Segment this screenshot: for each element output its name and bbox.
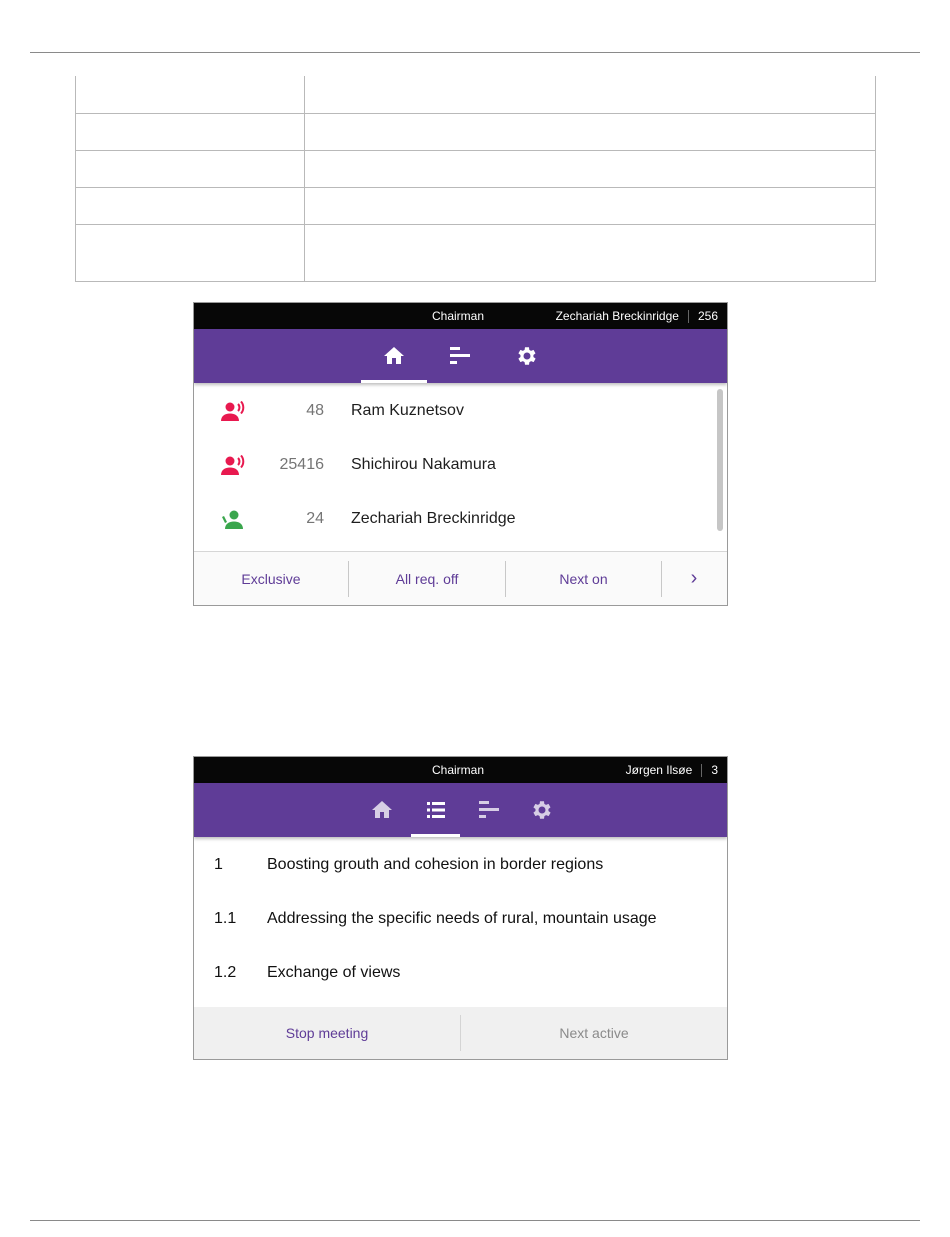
empty-table [75, 76, 876, 282]
status-separator [688, 310, 689, 323]
user-name: Jørgen Ilsøe [625, 763, 693, 777]
status-bar [194, 303, 727, 329]
delegate-name: Shichirou Nakamura [351, 456, 496, 473]
agenda-title: Exchange of views [267, 964, 401, 981]
seat-number: 3 [711, 763, 718, 777]
table-cell [76, 187, 305, 224]
delegate-name: Zechariah Breckinridge [351, 510, 516, 527]
agenda-item[interactable] [194, 837, 727, 891]
speaking-icon [221, 509, 247, 531]
request-to-speak-icon [221, 401, 247, 423]
home-icon[interactable] [370, 798, 394, 822]
active-tab-indicator [361, 380, 427, 383]
exclusive-button[interactable]: Exclusive [241, 570, 301, 587]
list-item[interactable] [194, 493, 707, 547]
stop-meeting-button[interactable]: Stop meeting [285, 1025, 369, 1041]
seat-number: 48 [306, 402, 324, 419]
user-name: Zechariah Breckinridge [555, 309, 679, 323]
settings-icon[interactable] [530, 798, 554, 822]
speaker-list-icon[interactable] [448, 344, 472, 368]
action-bar [194, 551, 727, 605]
table-cell [305, 113, 876, 150]
table-cell [76, 76, 305, 113]
status-separator [701, 764, 702, 777]
table-cell [305, 187, 876, 224]
settings-icon[interactable] [515, 344, 539, 368]
speaker-list [194, 383, 727, 549]
status-bar [194, 757, 727, 783]
next-on-button[interactable]: Next on [559, 570, 608, 587]
scrollbar[interactable] [717, 389, 723, 531]
table-cell [76, 224, 305, 281]
list-item[interactable] [194, 439, 707, 493]
seat-number: 25416 [279, 456, 324, 473]
chevron-right-icon[interactable]: › [690, 567, 698, 589]
table-cell [305, 76, 876, 113]
next-active-button[interactable]: Next active [559, 1025, 629, 1041]
seat-number: 256 [697, 309, 718, 323]
agenda-number: 1.2 [214, 964, 237, 981]
nav-bar [194, 329, 727, 383]
agenda-number: 1.1 [214, 910, 237, 927]
speaker-list-icon[interactable] [477, 798, 501, 822]
table-cell [76, 150, 305, 187]
role-label: Chairman [432, 309, 485, 323]
agenda-title: Addressing the specific needs of rural, mountain usage [267, 910, 657, 927]
table-cell [305, 224, 876, 281]
agenda-number: 1 [214, 856, 223, 873]
header-rule [30, 52, 920, 53]
list-item[interactable] [194, 385, 707, 439]
seat-number: 24 [306, 510, 324, 527]
agenda-title: Boosting grouth and cohesion in border regions [267, 856, 604, 873]
table-cell [76, 113, 305, 150]
footer-rule [30, 1220, 920, 1221]
chairman-home-screen [193, 302, 728, 606]
role-label: Chairman [432, 763, 485, 777]
agenda-icon[interactable] [424, 798, 448, 822]
agenda-list [194, 837, 727, 1007]
request-to-speak-icon [221, 455, 247, 477]
all-requests-off-button[interactable]: All req. off [395, 570, 459, 587]
agenda-item[interactable] [194, 891, 727, 945]
chairman-agenda-screen [193, 756, 728, 1060]
agenda-item[interactable] [194, 945, 727, 999]
home-icon[interactable] [382, 344, 406, 368]
nav-bar [194, 783, 727, 837]
delegate-name: Ram Kuznetsov [351, 402, 464, 419]
action-bar [194, 1007, 727, 1059]
table-cell [305, 150, 876, 187]
active-tab-indicator [411, 834, 460, 837]
